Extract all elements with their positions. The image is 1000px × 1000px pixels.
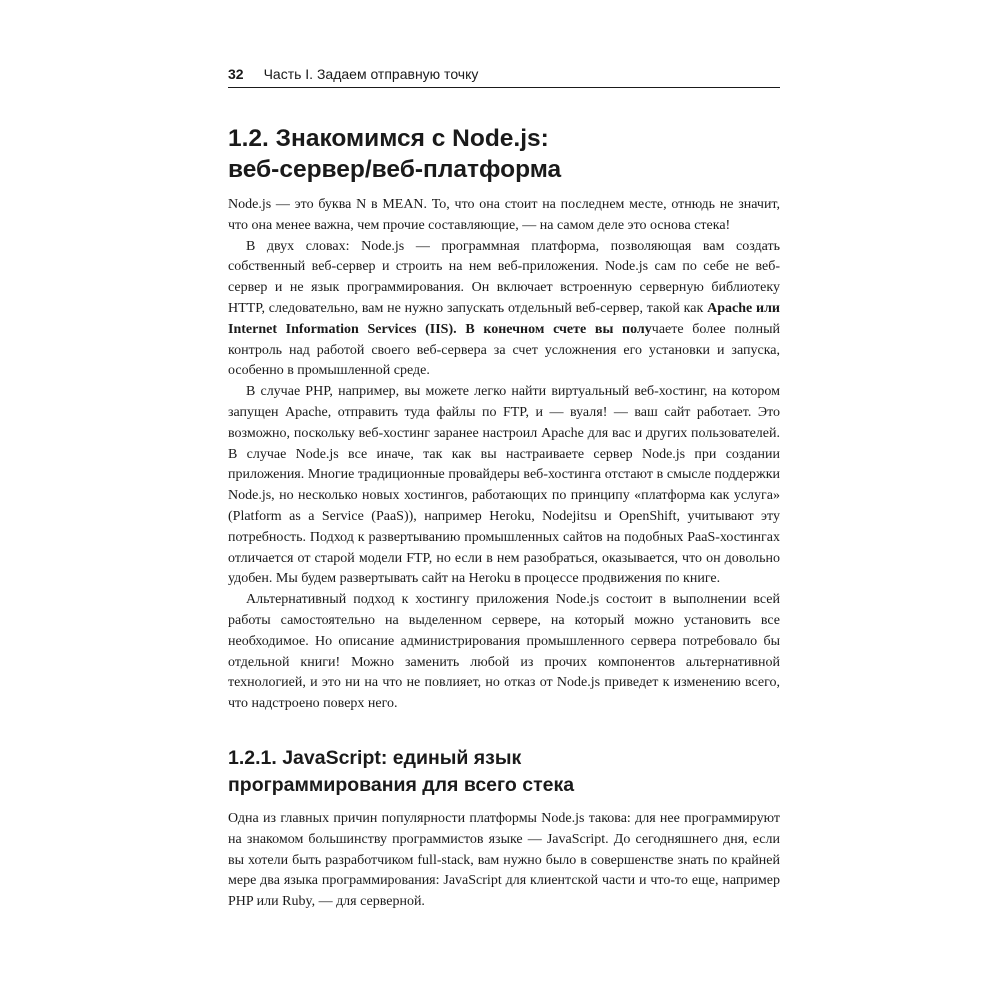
header-rule	[228, 87, 780, 88]
subsection-title-line-2: программирования для всего стека	[228, 773, 575, 796]
paragraph-2-text-start: В двух словах: Node.js — программная платформа, позволяющая вам создать собственный веб-сервер и строить на нем веб-приложения. Node.js сам по себе не веб-сервер и не язык программирования. Он включает встроенную серверную библиотеку HTTP, следовательно, вам не нужно запускать отдельный веб-сервер, такой как	[228, 238, 780, 316]
section-title	[228, 123, 780, 185]
subsection-paragraph-1: Одна из главных причин популярности платформы Node.js такова: для нее программируют на знакомом большинству программистов языке — JavaScript. До сегодняшнего дня, если вы хотели быть разработчиком full-stack, вам нужно было в совершенстве знать по крайней мере два языка программирования: JavaScript для клиентской части и что-то еще, например PHP или Ruby, — для серверной.	[228, 810, 780, 910]
running-title: Часть I. Задаем отправную точку	[263, 66, 479, 82]
page-number: 32	[228, 66, 244, 82]
section-title-line-1: 1.2. Знакомимся с Node.js:	[228, 125, 549, 152]
section-title-line-2: веб-сервер/веб-платформа	[228, 156, 562, 183]
subsection-title-line-1: 1.2.1. JavaScript: единый язык	[228, 746, 522, 769]
book-page	[228, 62, 780, 913]
section-paragraph-1: Node.js — это буква N в MEAN. То, что она стоит на последнем месте, отнюдь не значит, что она менее важна, чем прочие составляющие, — на самом деле это основа стека!	[228, 197, 780, 233]
section-paragraph-3: В случае PHP, например, вы можете легко найти виртуальный веб-хостинг, на котором запущен Apache, отправить туда файлы по FTP, и — вуаля! — ваш сайт работает. Это возможно, поскольку веб-хостинг заранее настроил Apache для вас и других пользователей. В случае Node.js все иначе, так как вы настраиваете сервер Node.js при создании приложения. Многие традиционные провайдеры веб-хостинга отстают в смысле поддержки Node.js, но несколько новых хостингов, работающих по принципу «платформа как услуга» (Platform as a Service (PaaS)), например Heroku, Nodejitsu и OpenShift, учитывают эту потребность. Подход к развертыванию промышленных сайтов на подобных PaaS-хостингах отличается от старой модели FTP, но если в нем разобраться, оказывается, что он довольно удобен. Мы будем развертывать сайт на Heroku в процессе продвижения по книге.	[228, 384, 780, 587]
subsection-title	[228, 745, 780, 799]
paragraph-2-bold-text: Apache или Internet Information Services (IIS). В конечном счете вы полу	[228, 300, 780, 337]
section-paragraph-2	[228, 237, 780, 383]
section-paragraph-4: Альтернативный подход к хостингу приложения Node.js состоит в выполнении всей работы самостоятельно на выделенном сервере, на который можно установить все необходимое. Но описание администрирования промышленного сервера потребовало бы отдельной книги! Можно заменить любой из прочих компонентов альтернативной технологией, и это ни на что не повлияет, но отказ от Node.js приведет к изменению всего, что надстроено поверх него.	[228, 592, 780, 712]
paragraph-2-text-end: чаете более полный контроль над работой своего веб-сервера за счет усложнения его установки и запуска, особенно в промышленной среде.	[228, 321, 781, 379]
running-head	[228, 62, 780, 86]
